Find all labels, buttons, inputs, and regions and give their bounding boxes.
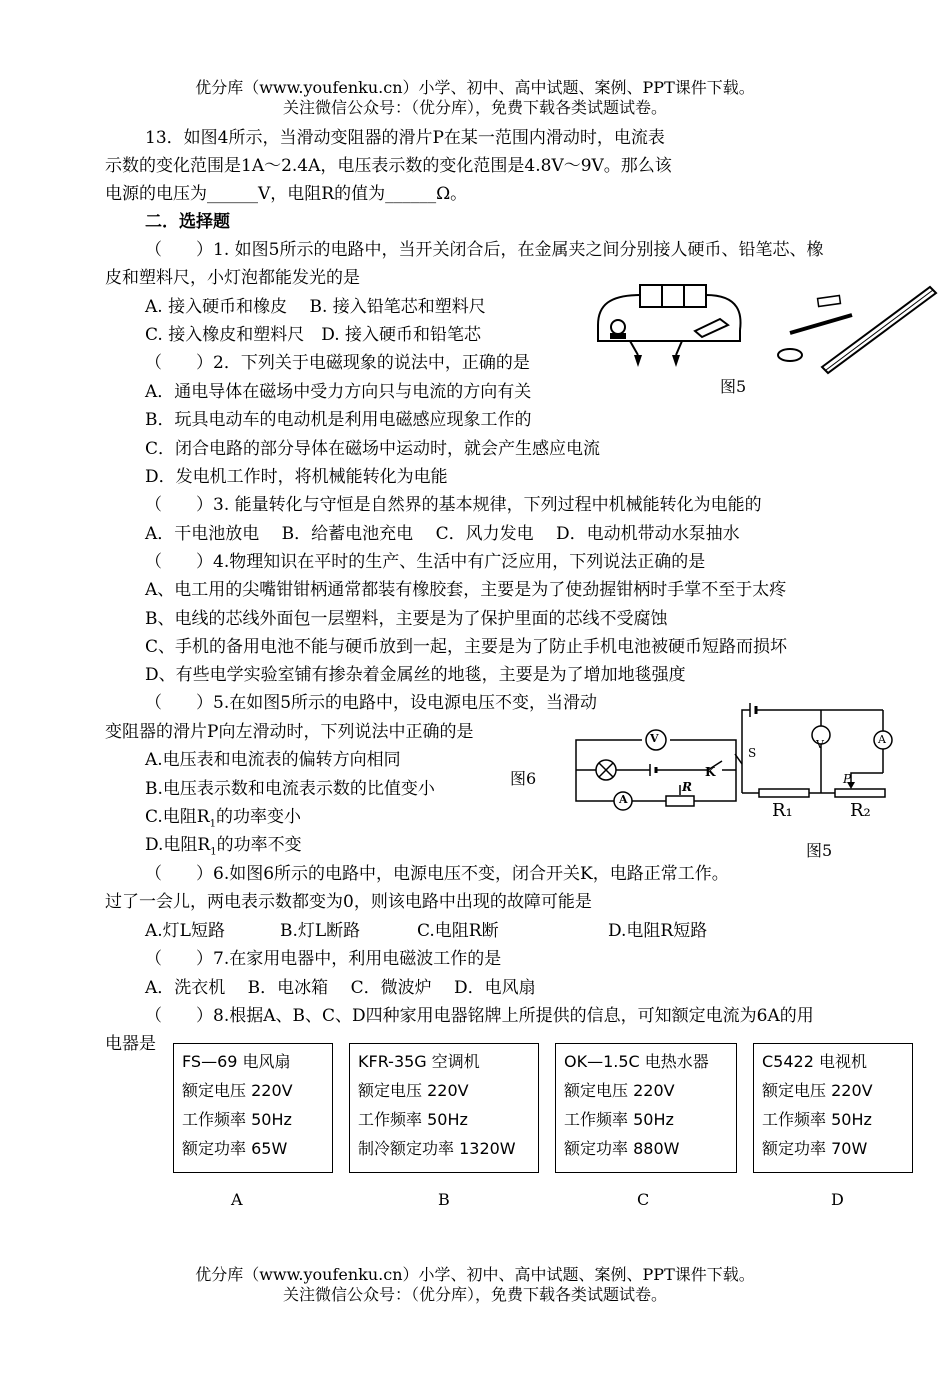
q5-option-d: D.电阻$R_1$的功率不变 bbox=[145, 835, 302, 858]
figure-5-circuit-illustration bbox=[590, 275, 940, 375]
q4-option-c: C、手机的备用电池不能与硬币放到一起，主要是为了防止手机电池被硬币短路而损坏 bbox=[145, 637, 788, 657]
q1-stem-1: （ ）1. 如图5所示的电路中，当开关闭合后，在金属夹之间分别接人硬币、铅笔芯、橡 bbox=[145, 240, 824, 260]
nameplate-c: OK—1.5C 电热水器 额定电压 220V 工作频率 50Hz 额定功率 880W bbox=[555, 1043, 737, 1173]
q4-option-d: D、有些电学实验室铺有掺杂着金属丝的地毯，主要是为了增加地毯强度 bbox=[145, 665, 686, 685]
figure-6-voltmeter-label: V bbox=[650, 732, 659, 745]
figure-6-switch-label: K bbox=[705, 765, 716, 779]
header-line-1: 优分库（www.youfenku.cn）小学、初中、高中试题、案例、PPT课件下载。 bbox=[195, 78, 755, 97]
q6-option-b: B.灯L断路 bbox=[280, 921, 361, 941]
q8-stem-1: （ ）8.根据A、B、C、D四种家用电器铭牌上所提供的信息，可知额定电流为6A的用 bbox=[145, 1006, 814, 1026]
q1-options-cd: C. 接入橡皮和塑料尺 D. 接入硬币和铅笔芯 bbox=[145, 325, 482, 345]
q2-option-a: A．通电导体在磁场中受力方向只与电流的方向有关 bbox=[145, 382, 532, 402]
figure-6-resistor-label: R bbox=[682, 780, 692, 794]
figure-5-ammeter-label: A bbox=[878, 733, 886, 746]
nameplate-b-label: B bbox=[438, 1190, 450, 1209]
nameplate-d-label: D bbox=[831, 1190, 844, 1209]
q1-stem-2: 皮和塑料尺，小灯泡都能发光的是 bbox=[105, 268, 360, 288]
q7-options: A．洗衣机 B．电冰箱 C．微波炉 D．电风扇 bbox=[145, 978, 536, 998]
q5-stem-1: （ ）5.在如图5所示的电路中，设电源电压不变，当滑动 bbox=[145, 693, 598, 713]
q13-line-1: 13．如图4所示，当滑动变阻器的滑片P在某一范围内滑动时，电流表 bbox=[145, 128, 665, 148]
figure-5-voltmeter-label: V bbox=[816, 738, 824, 751]
q6-option-a: A.灯L短路 bbox=[145, 921, 225, 941]
q13-line-2: 示数的变化范围是1A～2.4A，电压表示数的变化范围是4.8V～9V。那么该 bbox=[105, 156, 672, 176]
q2-stem: （ ）2．下列关于电磁现象的说法中，正确的是 bbox=[145, 353, 530, 373]
figure-5-r1-label: R₁ bbox=[772, 800, 793, 821]
q4-stem: （ ）4.物理知识在平时的生产、生活中有广泛应用，下列说法正确的是 bbox=[145, 552, 706, 572]
figure-5-r2-label: R₂ bbox=[850, 800, 871, 821]
figure-5-top-label: 图5 bbox=[720, 377, 747, 396]
figure-5-slider-label: P bbox=[843, 772, 852, 786]
nameplate-a: FS—69 电风扇 额定电压 220V 工作频率 50Hz 额定功率 65W bbox=[173, 1043, 333, 1173]
q2-option-b: B．玩具电动车的电动机是利用电磁感应现象工作的 bbox=[145, 410, 532, 430]
q5-stem-2: 变阻器的滑片P向左滑动时，下列说法中正确的是 bbox=[105, 722, 474, 742]
q7-stem: （ ）7.在家用电器中，利用电磁波工作的是 bbox=[145, 949, 502, 969]
nameplate-a-label: A bbox=[231, 1190, 243, 1209]
header-line-2: 关注微信公众号：（优分库），免费下载各类试题试卷。 bbox=[282, 98, 667, 117]
q2-option-d: D．发电机工作时，将机械能转化为电能 bbox=[145, 467, 448, 487]
q4-option-b: B、电线的芯线外面包一层塑料，主要是为了保护里面的芯线不受腐蚀 bbox=[145, 609, 668, 629]
nameplate-d: C5422 电视机 额定电压 220V 工作频率 50Hz 额定功率 70W bbox=[753, 1043, 913, 1173]
figure-6-label: 图6 bbox=[510, 769, 537, 788]
q8-stem-2: 电器是 bbox=[105, 1034, 156, 1054]
q13-line-3: 电源的电压为______V，电阻R的值为______Ω。 bbox=[105, 184, 468, 204]
q1-options-ab: A. 接入硬币和橡皮 B. 接入铅笔芯和塑料尺 bbox=[145, 297, 486, 317]
q2-option-c: C．闭合电路的部分导体在磁场中运动时，就会产生感应电流 bbox=[145, 439, 601, 459]
figure-6-ammeter-label: A bbox=[619, 793, 628, 806]
q4-option-a: A、电工用的尖嘴钳钳柄通常都装有橡胶套，主要是为了使劲握钳柄时手掌不至于太疼 bbox=[145, 580, 787, 600]
nameplate-b: KFR-35G 空调机 额定电压 220V 工作频率 50Hz 制冷额定功率 1320W bbox=[349, 1043, 539, 1173]
q6-option-d: D.电阻R短路 bbox=[608, 921, 708, 941]
q3-options: A．干电池放电 B．给蓄电池充电 C．风力发电 D．电动机带动水泵抽水 bbox=[145, 524, 740, 544]
section-title: 二．选择题 bbox=[145, 212, 230, 232]
q5-option-c: C.电阻$R_1$的功率变小 bbox=[145, 807, 301, 830]
figure-5-circuit bbox=[735, 698, 915, 803]
footer-line-1: 优分库（www.youfenku.cn）小学、初中、高中试题、案例、PPT课件下载。 bbox=[195, 1265, 755, 1284]
figure-5-bottom-label: 图5 bbox=[806, 841, 833, 860]
q6-option-c: C.电阻R断 bbox=[417, 921, 499, 941]
footer-line-2: 关注微信公众号：（优分库），免费下载各类试题试卷。 bbox=[282, 1285, 667, 1304]
q5-option-a: A.电压表和电流表的偏转方向相同 bbox=[145, 750, 401, 770]
q6-stem-1: （ ）6.如图6所示的电路中，电源电压不变，闭合开关K，电路正常工作。 bbox=[145, 864, 729, 884]
q3-stem: （ ）3. 能量转化与守恒是自然界的基本规律，下列过程中机械能转化为电能的 bbox=[145, 495, 762, 515]
nameplate-c-label: C bbox=[637, 1190, 650, 1209]
q6-stem-2: 过了一会儿，两电表示数都变为0，则该电路中出现的故障可能是 bbox=[105, 892, 592, 912]
q5-option-b: B.电压表示数和电流表示数的比值变小 bbox=[145, 779, 435, 799]
figure-5-switch-label: S bbox=[748, 746, 757, 760]
